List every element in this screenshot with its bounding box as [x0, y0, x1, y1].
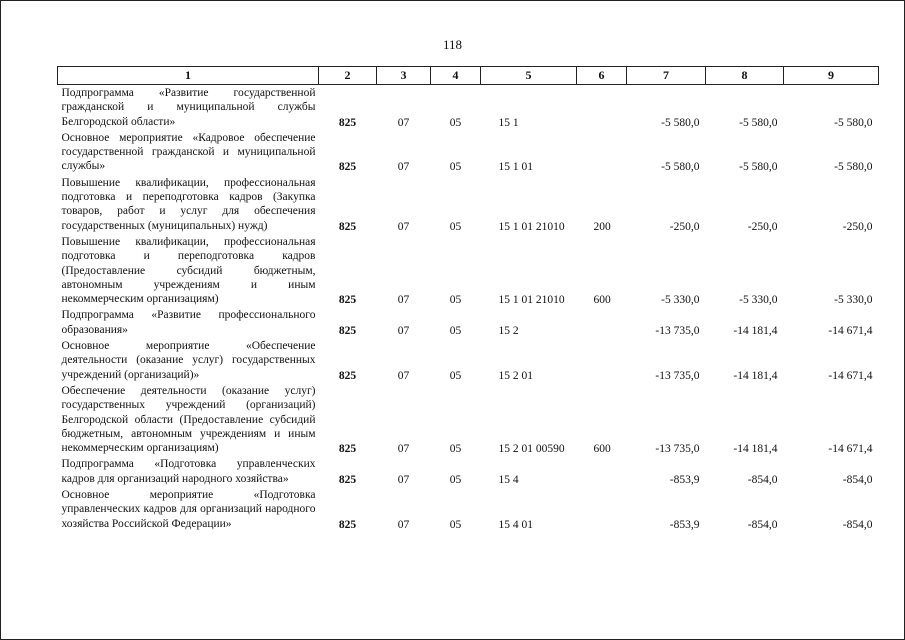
amount-col-9: -5 580,0 [834, 161, 873, 174]
amount-col-8: -854,0 [747, 473, 778, 486]
subsection-code: 05 [449, 220, 462, 233]
ministry-code: 825 [338, 369, 357, 382]
amount-col-9: -5 330,0 [834, 294, 873, 307]
amount-col-7: -853,9 [669, 518, 700, 531]
target-article-code: 15 2 01 [498, 369, 533, 382]
row-description: Основное мероприятие «Обеспечение деятельности (оказание услуг) государственных учреждений (организаций)» [61, 340, 316, 381]
amount-col-8: -5 330,0 [739, 294, 778, 307]
subsection-code: 05 [449, 518, 462, 531]
ministry-code: 825 [338, 473, 357, 486]
row-description: Подпрограмма «Развитие профессионального образования» [61, 309, 316, 336]
column-header: 1 [58, 67, 319, 85]
expense-type-code: 600 [593, 443, 611, 456]
subsection-code: 05 [449, 116, 462, 129]
column-header: 2 [319, 67, 377, 85]
ministry-code: 825 [338, 220, 357, 233]
amount-col-9: -14 671,4 [828, 369, 873, 382]
column-header: 3 [377, 67, 431, 85]
expense-type-code: 200 [593, 220, 611, 233]
column-header: 6 [577, 67, 627, 85]
section-code: 07 [397, 294, 410, 307]
section-code: 07 [397, 443, 410, 456]
amount-col-8: -14 181,4 [733, 369, 778, 382]
target-article-code: 15 1 01 21010 [498, 294, 565, 307]
subsection-code: 05 [449, 473, 462, 486]
subsection-code: 05 [449, 443, 462, 456]
column-header: 5 [481, 67, 577, 85]
amount-col-7: -13 735,0 [655, 369, 700, 382]
subsection-code: 05 [449, 294, 462, 307]
amount-col-7: -5 330,0 [661, 294, 700, 307]
amount-col-9: -14 671,4 [828, 324, 873, 337]
table-row [58, 234, 879, 307]
ministry-code: 825 [338, 161, 357, 174]
section-code: 07 [397, 518, 410, 531]
column-header: 8 [706, 67, 784, 85]
header-row [58, 67, 879, 85]
ministry-code: 825 [338, 294, 357, 307]
row-description: Повышение квалификации, профессиональная подготовка и переподготовка кадров (Предоставление субсидий бюджетным, автономным учреждениям и иным некоммерческим организациям) [61, 235, 316, 306]
amount-col-8: -854,0 [747, 518, 778, 531]
row-description: Повышение квалификации, профессиональная подготовка и переподготовка кадров (Закупка товаров, работ и услуг для обеспечения государственных (муниципальных) нужд) [61, 176, 316, 232]
table-row [58, 130, 879, 175]
budget-table [57, 66, 879, 532]
amount-col-8: -5 580,0 [739, 161, 778, 174]
column-header: 4 [431, 67, 481, 85]
ministry-code: 825 [338, 116, 357, 129]
amount-col-8: -5 580,0 [739, 116, 778, 129]
amount-col-9: -14 671,4 [828, 443, 873, 456]
section-code: 07 [397, 116, 410, 129]
page-number: 118 [442, 37, 463, 52]
expense-type-code [577, 338, 627, 383]
amount-col-8: -14 181,4 [733, 443, 778, 456]
ministry-code: 825 [338, 443, 357, 456]
ministry-code: 825 [338, 518, 357, 531]
amount-col-7: -853,9 [669, 473, 700, 486]
ministry-code: 825 [338, 324, 357, 337]
row-description: Основное мероприятие «Подготовка управленческих кадров для организаций народного хозяйства Российской Федерации» [61, 489, 316, 530]
table-row [58, 307, 879, 338]
target-article-code: 15 4 01 [498, 518, 533, 531]
target-article-code: 15 2 01 00590 [498, 443, 565, 456]
table-row [58, 85, 879, 130]
row-description: Подпрограмма «Подготовка управленческих кадров для организаций народного хозяйства» [61, 458, 316, 485]
target-article-code: 15 4 [498, 473, 519, 486]
amount-col-7: -250,0 [669, 220, 700, 233]
target-article-code: 15 1 [498, 116, 519, 129]
subsection-code: 05 [449, 324, 462, 337]
column-header: 9 [784, 67, 879, 85]
expense-type-code [577, 130, 627, 175]
amount-col-9: -250,0 [842, 220, 873, 233]
row-description: Основное мероприятие «Кадровое обеспечение государственной гражданской и муниципальной службы» [61, 131, 316, 173]
section-code: 07 [397, 161, 410, 174]
amount-col-7: -5 580,0 [661, 116, 700, 129]
target-article-code: 15 1 01 [498, 161, 533, 174]
amount-col-9: -854,0 [842, 473, 873, 486]
subsection-code: 05 [449, 369, 462, 382]
amount-col-9: -5 580,0 [834, 116, 873, 129]
expense-type-code: 600 [593, 294, 611, 307]
amount-col-9: -854,0 [842, 518, 873, 531]
subsection-code: 05 [449, 161, 462, 174]
table-row [58, 456, 879, 487]
section-code: 07 [397, 324, 410, 337]
target-article-code: 15 1 01 21010 [498, 220, 565, 233]
amount-col-7: -5 580,0 [661, 161, 700, 174]
row-description: Обеспечение деятельности (оказание услуг) государственных учреждений (организаций) Белгородской области (Предоставление субсидий бюджетным, автономным учреждениям и иным некоммерческим организациям) [61, 384, 316, 455]
section-code: 07 [397, 220, 410, 233]
expense-type-code [577, 487, 627, 532]
column-header: 7 [627, 67, 706, 85]
row-description: Подпрограмма «Развитие государственной гражданской и муниципальной службы Белгородской области» [61, 87, 316, 128]
section-code: 07 [397, 369, 410, 382]
table-row [58, 487, 879, 532]
target-article-code: 15 2 [498, 324, 519, 337]
table-row [58, 175, 879, 234]
table-row [58, 383, 879, 456]
expense-type-code [577, 85, 627, 130]
amount-col-7: -13 735,0 [655, 443, 700, 456]
expense-type-code [577, 307, 627, 338]
table-row [58, 338, 879, 383]
amount-col-8: -250,0 [747, 220, 778, 233]
amount-col-8: -14 181,4 [733, 324, 778, 337]
expense-type-code [577, 456, 627, 487]
section-code: 07 [397, 473, 410, 486]
amount-col-7: -13 735,0 [655, 324, 700, 337]
